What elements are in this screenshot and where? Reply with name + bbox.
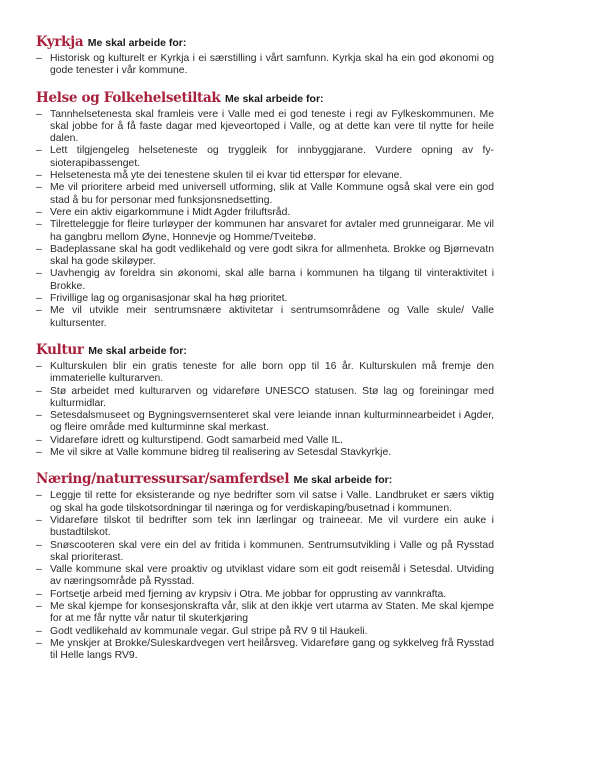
list-item: – Helsetenesta må yte dei tenestene skulen til ei kvar tid etterspør for elevane. — [36, 170, 494, 182]
section-title: Kultur — [36, 341, 84, 358]
section-subtitle: Me skal arbeide for: — [87, 37, 187, 49]
list-item: – Godt vedlikehald av kommunale vegar. Gul stripe på RV 9 til Haukeli. — [36, 626, 494, 638]
section-heading — [36, 89, 494, 108]
list-item: – Tannhelsetenesta skal framleis vere i Valle med ei god teneste i regi av Fylkeskommunen. Me skal jobbe for å få faste dagar med kjeveortoped i Valle, og at dette kan vere til nytte for heile dalen. — [36, 109, 494, 146]
list-item: – Valle kommune skal vere proaktiv og utviklast vidare som eit godt reisemål i Setesdal. Utviding av næringsområde på Rysstad. — [36, 564, 494, 589]
list-item: – Setesdalsmuseet og Bygningsvernsenteret skal vere leiande innan kulturminnearbeidet i Agder, og fleire område med kulturminne skal merkast. — [36, 410, 494, 435]
section-kultur — [36, 341, 494, 459]
list-item: – Leggje til rette for eksisterande og nye bedrifter som vil satse i Valle. Landbruket er særs viktig og skal ha gode tilskotsordningar til næringa og for verdiskaping/busetnad i kommunen. — [36, 490, 494, 515]
list-item: – Lett tilgjengeleg helseteneste og tryggleik for innbyggjarane. Vurdere opning av fysioterapibassenget. — [36, 145, 494, 170]
section-title: Helse og Folkehelsetiltak — [36, 89, 221, 106]
list-item: – Vidareføre tilskot til bedrifter som tek inn lærlingar og traineear. Me vil vurdere ein auke i bustadtilskot. — [36, 515, 494, 540]
section-helse — [36, 89, 494, 330]
document-page — [36, 33, 494, 673]
section-heading — [36, 33, 494, 52]
list-item: – Frivillige lag og organisasjonar skal ha høg prioritet. — [36, 293, 494, 305]
list-item: – Tilretteleggje for fleire turløyper der kommunen har ansvaret for avtaler med grunneigarar. Me vil ha gangbru mellom Øyne, Honnevje og Homme/Tveitebø. — [36, 219, 494, 244]
bullet-list — [36, 109, 494, 330]
list-item: – Kulturskulen blir ein gratis teneste for alle born opp til 16 år. Kulturskulen må fremje den immaterielle kulturarven. — [36, 361, 494, 386]
section-naering — [36, 470, 494, 662]
section-kyrkja — [36, 33, 494, 78]
section-heading — [36, 470, 494, 489]
section-subtitle: Me skal arbeide for: — [224, 92, 324, 105]
section-heading — [36, 341, 494, 360]
list-item: – Badeplassane skal ha godt vedlikehald og vere godt sikra for allmenheta. Brokke og Bjørnevatn skal ha gode skiløyper. — [36, 244, 494, 269]
list-item: – Fortsetje arbeid med fjerning av krypsiv i Otra. Me jobbar for opprusting av vannkrafta. — [36, 589, 494, 601]
section-title: Næring/naturressursar/samferdsel — [36, 471, 290, 488]
list-item: – Historisk og kulturelt er Kyrkja i ei særstilling i vårt samfunn. Kyrkja skal ha ein god økonomi og gode tenester i vår kommune. — [36, 53, 494, 78]
list-item: – Stø arbeidet med kulturarven og vidareføre UNESCO statusen. Stø lag og foreiningar med kulturmidlar. — [36, 386, 494, 411]
list-item: – Me vil utvikle meir sentrumsnære aktivitetar i sentrumsområdene og Valle skule/ Valle kultursenter. — [36, 305, 494, 330]
section-subtitle: Me skal arbeide for: — [88, 344, 187, 357]
list-item: – Me skal kjempe for konsesjonskrafta vår, slik at den ikkje vert utarma av Staten. Me skal kjempe for at me får nytte vår natur til skuterkjøring — [36, 601, 494, 626]
list-item: – Vere ein aktiv eigarkommune i Midt Agder friluftsråd. — [36, 207, 494, 219]
list-item: – Me vil sikre at Valle kommune bidreg til realisering av Setesdal Stavkyrkje. — [36, 447, 494, 459]
list-item: – Me ynskjer at Brokke/Suleskardvegen vert heilårsveg. Vidareføre gang og sykkelveg frå Rysstad til Helle langs RV9. — [36, 638, 494, 663]
bullet-list — [36, 53, 494, 78]
section-title: Kyrkja — [36, 34, 84, 50]
section-subtitle: Me skal arbeide for: — [293, 474, 393, 487]
list-item: – Vidareføre idrett og kulturstipend. Godt samarbeid med Valle IL. — [36, 435, 494, 447]
list-item: – Snøscooteren skal vere ein del av fritida i kommunen. Sentrumsutvikling i Valle og på Rysstad skal prioriterast. — [36, 540, 494, 565]
list-item: – Uavhengig av foreldra sin økonomi, skal alle barna i kommunen ha tilgang til vinteraktivitet i Brokke. — [36, 268, 494, 293]
bullet-list — [36, 490, 494, 662]
list-item: – Me vil prioritere arbeid med universell utforming, slik at Valle Kommune også skal vere ein god stad å bu for personar med funksjonsnedsetting. — [36, 182, 494, 207]
bullet-list — [36, 361, 494, 459]
